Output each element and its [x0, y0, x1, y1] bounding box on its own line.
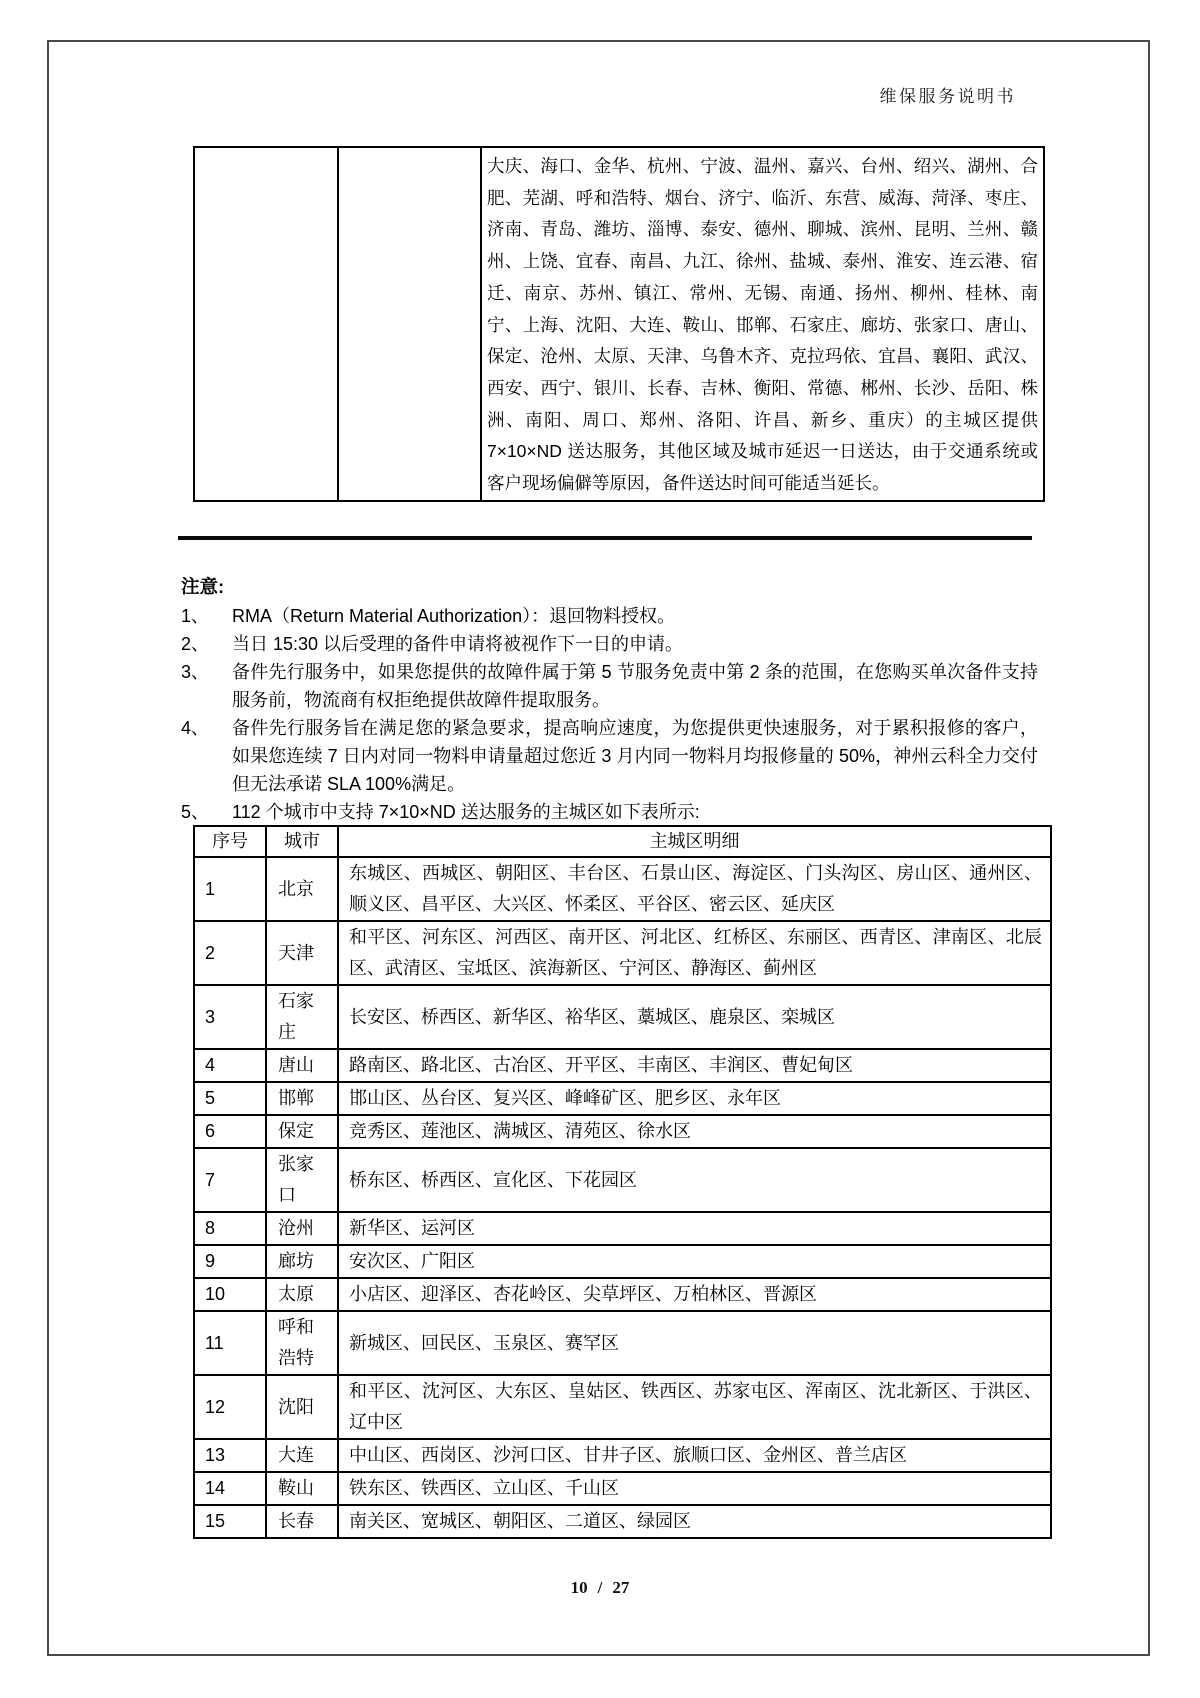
seq-cell: 7 [194, 1148, 266, 1212]
districts-cell: 东城区、西城区、朝阳区、丰台区、石景山区、海淀区、门头沟区、房山区、通州区、顺义区、昌平区、大兴区、怀柔区、平谷区、密云区、延庆区 [338, 857, 1051, 921]
districts-cell: 和平区、沈河区、大东区、皇姑区、铁西区、苏家屯区、浑南区、沈北新区、于洪区、辽中区 [338, 1375, 1051, 1439]
districts-cell: 竞秀区、莲池区、满城区、清苑区、徐水区 [338, 1115, 1051, 1148]
table-row [194, 1115, 1051, 1148]
note-item-3 [181, 658, 1039, 714]
city-cell: 鞍山 [266, 1472, 338, 1505]
note-text: 112 个城市中支持 7×10×ND 送达服务的主城区如下表所示: [232, 802, 700, 822]
note-item-5 [181, 798, 1039, 826]
note-text: 备件先行服务旨在满足您的紧急要求，提高响应速度，为您提供更快速服务，对于累积报修的客户，如果您连续 7 日内对同一物料申请量超过您近 3 月内同一物料月均报修量的 50%，神州云科全力交付但无法承诺 SLA 100%满足。 [232, 718, 1038, 794]
notes-label: 注意: [181, 576, 225, 597]
table-row [194, 921, 1051, 985]
seq-cell: 12 [194, 1375, 266, 1439]
districts-cell: 安次区、广阳区 [338, 1245, 1051, 1278]
seq-cell: 10 [194, 1278, 266, 1311]
table-row [194, 1278, 1051, 1311]
districts-cell: 新城区、回民区、玉泉区、赛罕区 [338, 1311, 1051, 1375]
note-text: 当日 15:30 以后受理的备件申请将被视作下一日的申请。 [232, 634, 684, 654]
continuation-empty-cell-1 [194, 147, 338, 501]
note-number: 3、 [181, 662, 210, 682]
seq-cell: 13 [194, 1439, 266, 1472]
footer-current-page: 10 [570, 1578, 588, 1597]
city-cell: 呼和浩特 [266, 1311, 338, 1375]
city-cell: 张家口 [266, 1148, 338, 1212]
table-row [194, 985, 1051, 1049]
header-seq: 序号 [194, 826, 266, 857]
districts-cell: 铁东区、铁西区、立山区、千山区 [338, 1472, 1051, 1505]
notes-section [181, 572, 1039, 826]
table-row [194, 1375, 1051, 1439]
city-cell: 沈阳 [266, 1375, 338, 1439]
districts-cell: 新华区、运河区 [338, 1212, 1051, 1245]
note-text: 备件先行服务中，如果您提供的故障件属于第 5 节服务免责中第 2 条的范围，在您购买单次备件支持服务前，物流商有权拒绝提供故障件提取服务。 [232, 662, 1038, 710]
page-footer [0, 1578, 1200, 1598]
districts-cell: 路南区、路北区、古冶区、开平区、丰南区、丰润区、曹妃甸区 [338, 1049, 1051, 1082]
city-cell: 石家庄 [266, 985, 338, 1049]
districts-cell: 长安区、桥西区、新华区、裕华区、藁城区、鹿泉区、栾城区 [338, 985, 1051, 1049]
note-number: 4、 [181, 718, 210, 738]
footer-total-pages: 27 [612, 1578, 630, 1597]
table-row [194, 1472, 1051, 1505]
districts-cell: 和平区、河东区、河西区、南开区、河北区、红桥区、东丽区、西青区、津南区、北辰区、武清区、宝坻区、滨海新区、宁河区、静海区、蓟州区 [338, 921, 1051, 985]
city-cell: 沧州 [266, 1212, 338, 1245]
note-item-2 [181, 630, 1039, 658]
seq-cell: 11 [194, 1311, 266, 1375]
city-cell: 北京 [266, 857, 338, 921]
city-cell: 天津 [266, 921, 338, 985]
table-row [194, 147, 1044, 501]
table-row [194, 1082, 1051, 1115]
table-row [194, 1148, 1051, 1212]
city-cell: 长春 [266, 1505, 338, 1538]
delivery-cities-cell: 大庆、海口、金华、杭州、宁波、温州、嘉兴、台州、绍兴、湖州、合肥、芜湖、呼和浩特、烟台、济宁、临沂、东营、威海、菏泽、枣庄、济南、青岛、潍坊、淄博、泰安、德州、聊城、滨州、昆明、兰州、赣州、上饶、宜春、南昌、九江、徐州、盐城、泰州、淮安、连云港、宿迁、南京、苏州、镇江、常州、无锡、南通、扬州、柳州、桂林、南宁、上海、沈阳、大连、鞍山、邯郸、石家庄、廊坊、张家口、唐山、保定、沧州、太原、天津、乌鲁木齐、克拉玛依、宜昌、襄阳、武汉、西安、西宁、银川、长春、吉林、衡阳、常德、郴州、长沙、岳阳、株洲、南阳、周口、郑州、洛阳、许昌、新乡、重庆）的主城区提供 7×10×ND 送达服务，其他区域及城市延迟一日送达，由于交通系统或客户现场偏僻等原因，备件送达时间可能适当延长。 [481, 147, 1044, 501]
seq-cell: 8 [194, 1212, 266, 1245]
note-item-1 [181, 602, 1039, 630]
note-text: RMA（Return Material Authorization）：退回物料授权。 [232, 606, 676, 626]
table-row [194, 857, 1051, 921]
city-cell: 保定 [266, 1115, 338, 1148]
table-row [194, 1311, 1051, 1375]
seq-cell: 2 [194, 921, 266, 985]
seq-cell: 1 [194, 857, 266, 921]
seq-cell: 9 [194, 1245, 266, 1278]
districts-cell: 邯山区、丛台区、复兴区、峰峰矿区、肥乡区、永年区 [338, 1082, 1051, 1115]
footer-separator: / [597, 1578, 603, 1597]
seq-cell: 14 [194, 1472, 266, 1505]
header-city: 城市 [266, 826, 338, 857]
city-cell: 唐山 [266, 1049, 338, 1082]
table-row [194, 1049, 1051, 1082]
seq-cell: 3 [194, 985, 266, 1049]
city-cell: 廊坊 [266, 1245, 338, 1278]
table-header-row [194, 826, 1051, 857]
city-cell: 邯郸 [266, 1082, 338, 1115]
districts-cell: 中山区、西岗区、沙河口区、甘井子区、旅顺口区、金州区、普兰店区 [338, 1439, 1051, 1472]
seq-cell: 6 [194, 1115, 266, 1148]
note-number: 1、 [181, 606, 210, 626]
warranty-continuation-table [193, 146, 1045, 502]
continuation-empty-cell-2 [338, 147, 481, 501]
table-row [194, 1505, 1051, 1538]
city-cell: 大连 [266, 1439, 338, 1472]
table-row [194, 1212, 1051, 1245]
districts-cell: 小店区、迎泽区、杏花岭区、尖草坪区、万柏林区、晋源区 [338, 1278, 1051, 1311]
districts-cell: 南关区、宽城区、朝阳区、二道区、绿园区 [338, 1505, 1051, 1538]
section-divider-rule [178, 536, 1032, 540]
page-header-title: 维保服务说明书 [879, 87, 1016, 106]
table-row [194, 1439, 1051, 1472]
note-number: 2、 [181, 634, 210, 654]
note-number: 5、 [181, 802, 210, 822]
seq-cell: 4 [194, 1049, 266, 1082]
seq-cell: 5 [194, 1082, 266, 1115]
header-districts: 主城区明细 [338, 826, 1051, 857]
districts-cell: 桥东区、桥西区、宣化区、下花园区 [338, 1148, 1051, 1212]
note-item-4 [181, 714, 1039, 798]
table-row [194, 1245, 1051, 1278]
seq-cell: 15 [194, 1505, 266, 1538]
city-cell: 太原 [266, 1278, 338, 1311]
city-districts-table [193, 825, 1052, 1539]
